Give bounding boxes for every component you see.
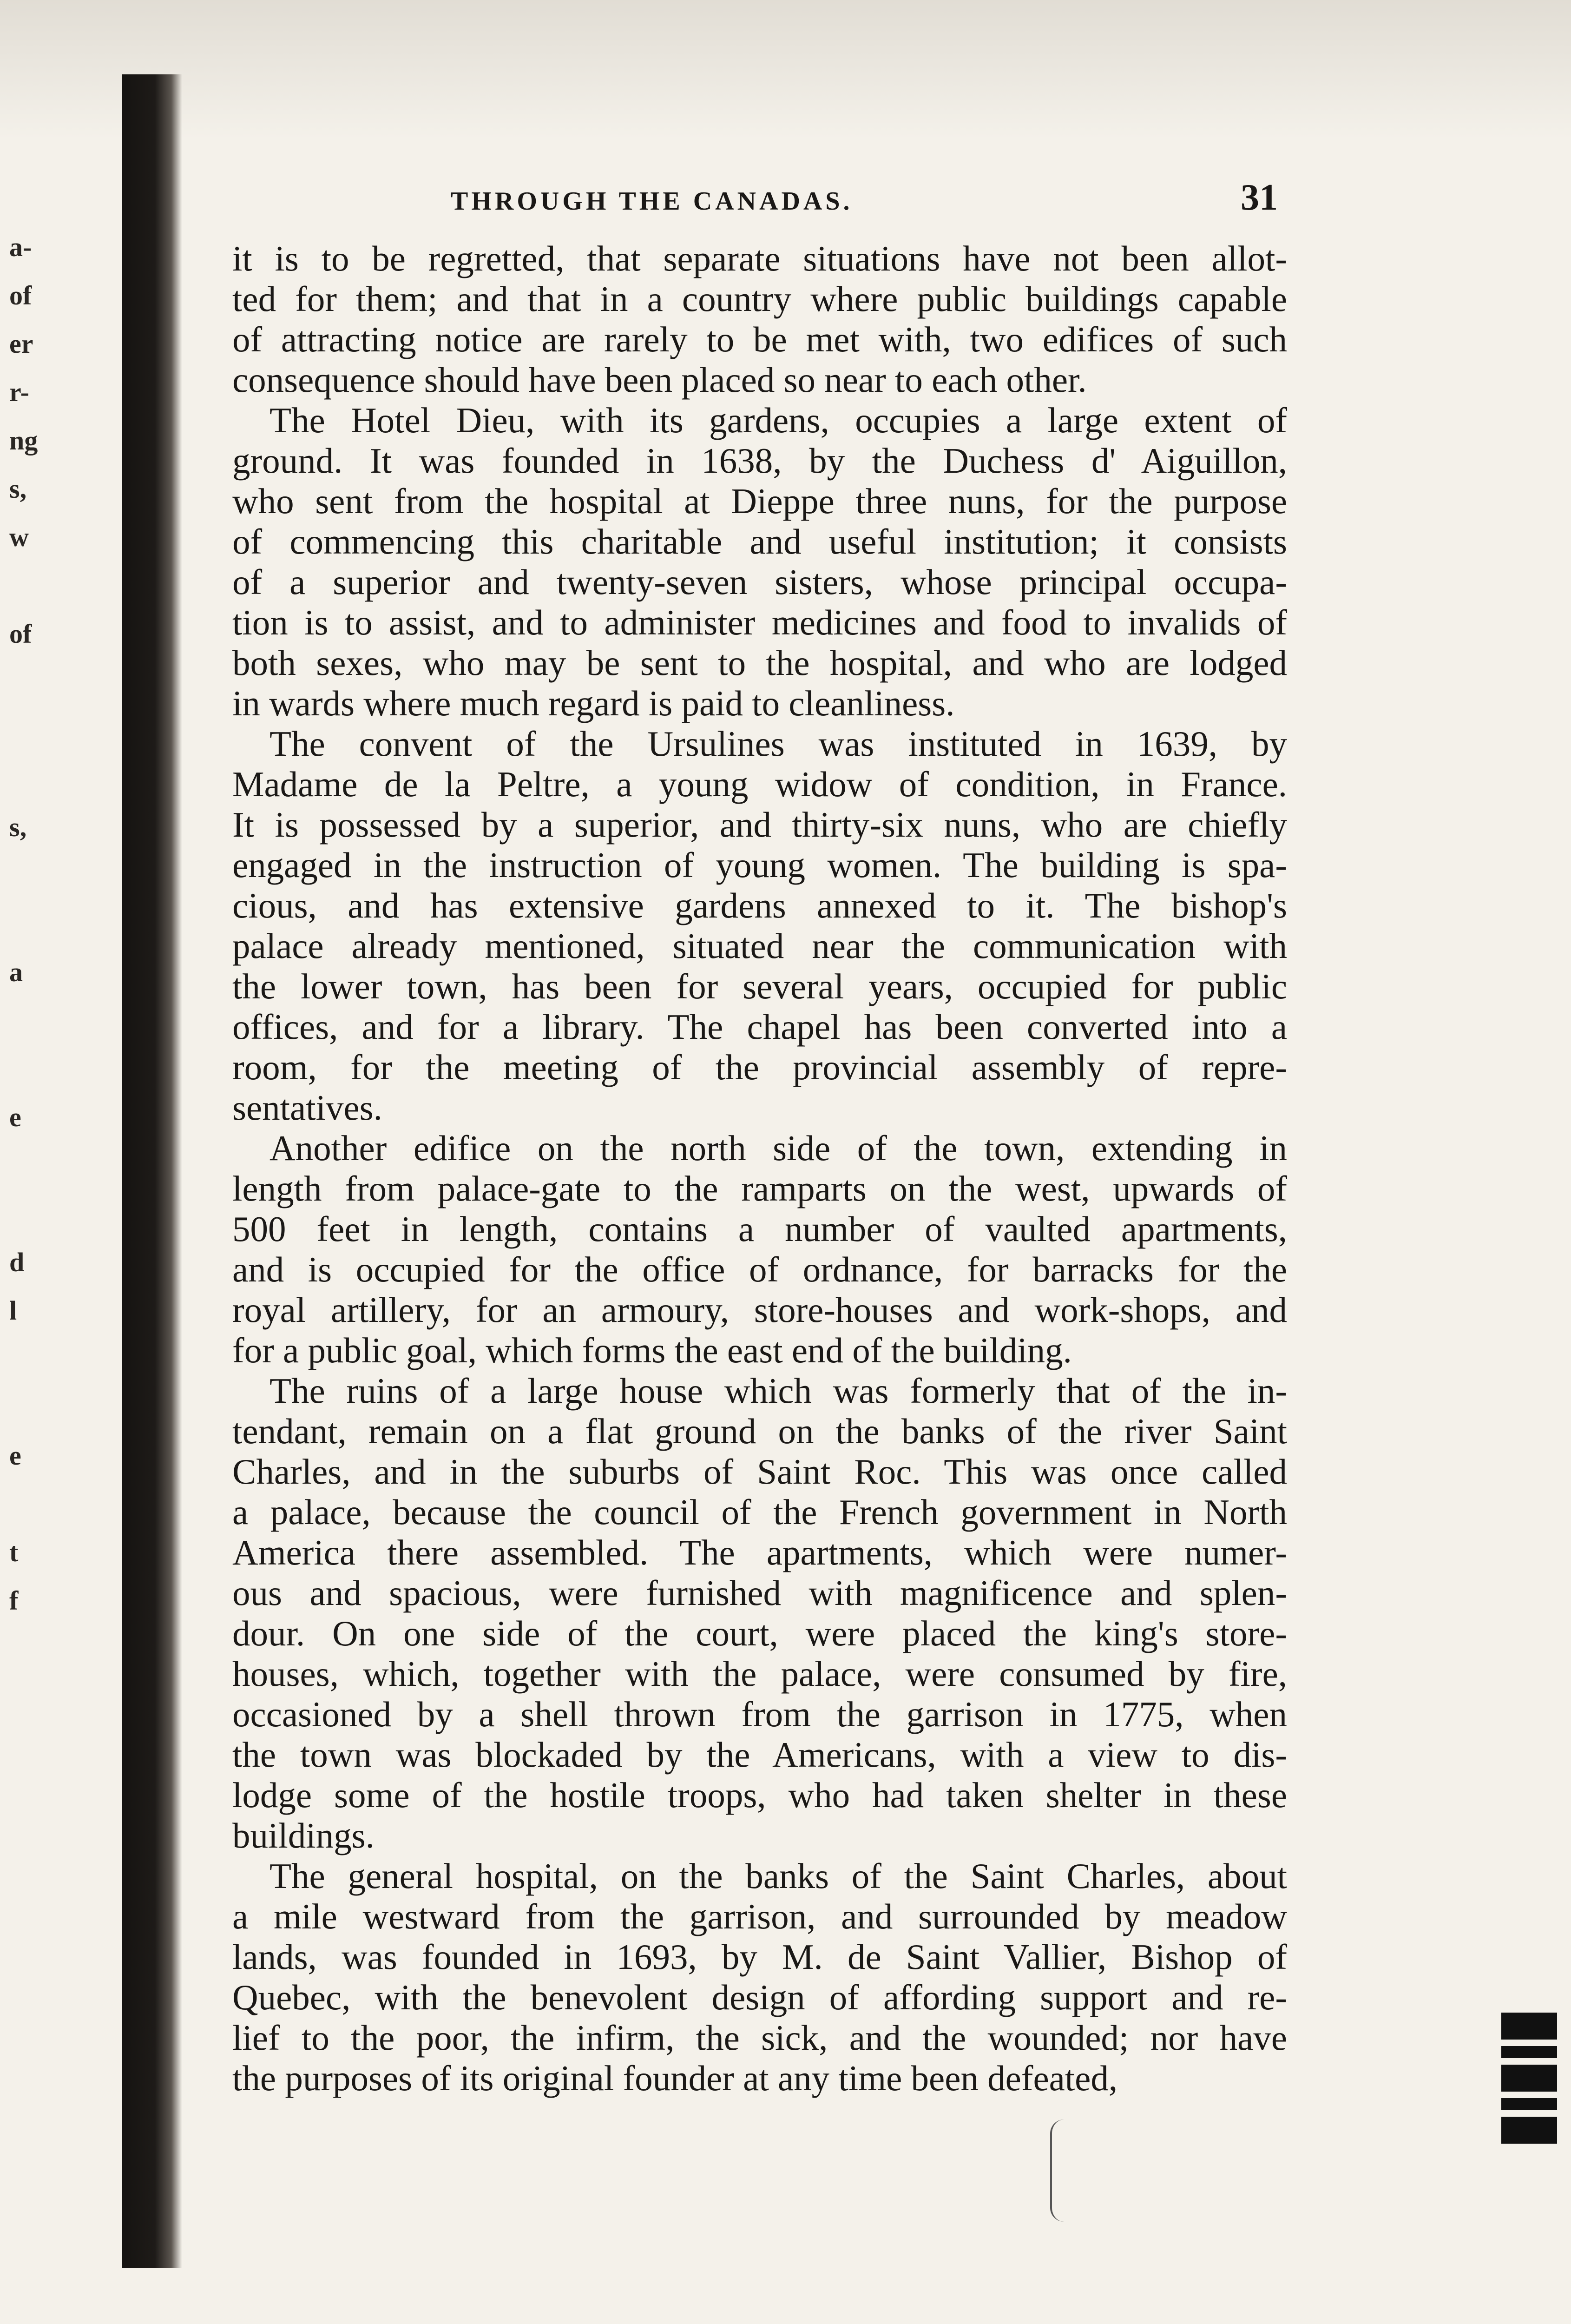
text-line: tendant, remain on a flat ground on the banks of the river Saint: [232, 1411, 1287, 1451]
text-line: buildings.: [232, 1816, 375, 1855]
text-line: lands, was founded in 1693, by M. de Saint Vallier, Bishop of: [232, 1937, 1287, 1977]
running-header: [232, 177, 1287, 219]
text-line: Quebec, with the benevolent design of affording support and re-: [232, 1977, 1287, 2017]
text-line: engaged in the instruction of young women. The building is spa-: [232, 845, 1287, 885]
text-line: for a public goal, which forms the east end of the building.: [232, 1330, 1072, 1370]
paragraph: [232, 400, 1287, 724]
text-line: royal artillery, for an armoury, store-houses and work-shops, and: [232, 1290, 1287, 1330]
text-line: sentatives.: [232, 1088, 382, 1128]
book-binding-shadow: [122, 74, 182, 2268]
text-line: the purposes of its original founder at any time been defeated,: [232, 2058, 1118, 2098]
text-line: who sent from the hospital at Dieppe three nuns, for the purpose: [232, 481, 1287, 521]
facing-page-fragment: [9, 997, 79, 1045]
facing-page-fragment: ng: [9, 425, 38, 456]
text-line: The general hospital, on the banks of the Saint Charles, about: [270, 1856, 1287, 1896]
text-line: occasioned by a shell thrown from the garrison in 1775, when: [232, 1694, 1287, 1734]
text-line: ground. It was founded in 1638, by the Duchess d' Aiguillon,: [232, 441, 1287, 481]
running-title: THROUGH THE CANADAS.: [451, 187, 853, 216]
facing-page-fragment: d: [9, 1247, 25, 1277]
text-line: palace already mentioned, situated near the communication with: [232, 926, 1287, 966]
text-line: ted for them; and that in a country where public buildings capable: [232, 279, 1287, 319]
facing-page-fragment: [9, 561, 79, 610]
facing-page-fragment: of: [9, 619, 32, 649]
page-number: 31: [1241, 177, 1278, 218]
text-line: both sexes, who may be sent to the hospital, and who are lodged: [232, 643, 1287, 683]
facing-page-fragment: [9, 1190, 79, 1238]
facing-page-fragment: a: [9, 957, 23, 987]
facing-page-fragment: e: [9, 1440, 21, 1471]
paragraph: [232, 1371, 1287, 1856]
text-line: room, for the meeting of the provincial assembly of repre-: [232, 1047, 1287, 1087]
text-line: a palace, because the council of the French government in North: [232, 1492, 1287, 1532]
facing-page-fragment: l: [9, 1295, 17, 1326]
paragraph: [232, 724, 1287, 1128]
facing-page-fragment: [9, 1142, 79, 1190]
facing-page-fragment: [9, 1480, 79, 1528]
text-line: tion is to assist, and to administer medicines and food to invalids of: [232, 602, 1287, 642]
text-line: The ruins of a large house which was formerly that of the in-: [270, 1371, 1287, 1411]
facing-page-fragment: f: [9, 1585, 19, 1616]
facing-page-fragment: [9, 1383, 79, 1432]
text-line: ous and spacious, were furnished with magnificence and splen-: [232, 1573, 1287, 1613]
text-line: houses, which, together with the palace, were consumed by fire,: [232, 1654, 1287, 1694]
text-line: cious, and has extensive gardens annexed to it. The bishop's: [232, 885, 1287, 925]
text-line: consequence should have been placed so near to each other.: [232, 360, 1087, 400]
text-line: Charles, and in the suburbs of Saint Roc. This was once called: [232, 1452, 1287, 1492]
text-line: offices, and for a library. The chapel has been converted into a: [232, 1007, 1287, 1047]
text-line: the town was blockaded by the Americans, with a view to dis-: [232, 1735, 1287, 1775]
text-line: 500 feet in length, contains a number of vaulted apartments,: [232, 1209, 1287, 1249]
facing-page-edge: [0, 223, 79, 1989]
paragraph: [232, 1856, 1287, 2099]
facing-page-fragment: w: [9, 522, 29, 552]
text-line: and is occupied for the office of ordnance, for barracks for the: [232, 1249, 1287, 1289]
facing-page-fragment: t: [9, 1537, 19, 1567]
facing-page-fragment: [9, 1335, 79, 1383]
paragraph: [232, 238, 1287, 400]
facing-page-fragment: [9, 658, 79, 706]
text-line: a mile westward from the garrison, and surrounded by meadow: [232, 1896, 1287, 1936]
facing-page-fragment: [9, 900, 79, 948]
facing-page-fragment: s,: [9, 474, 27, 504]
text-line: Another edifice on the north side of the town, extending in: [270, 1128, 1287, 1168]
facing-page-fragment: [9, 706, 79, 755]
text-line: Madame de la Peltre, a young widow of condition, in France.: [232, 764, 1287, 804]
text-line: the lower town, has been for several years, occupied for public: [232, 966, 1287, 1006]
facing-page-fragment: e: [9, 1102, 21, 1132]
facing-page-fragment: s,: [9, 812, 27, 842]
facing-page-fragment: r-: [9, 377, 29, 407]
paragraph: [232, 1128, 1287, 1371]
scanner-target-mark: [1501, 2013, 1557, 2166]
text-line: The convent of the Ursulines was instituted in 1639, by: [270, 724, 1287, 764]
text-line: it is to be regretted, that separate situations have not been allot-: [232, 238, 1287, 278]
text-line: length from palace-gate to the ramparts on the west, upwards of: [232, 1169, 1287, 1208]
facing-page-fragment: a-: [9, 232, 32, 262]
facing-page-fragment: [9, 1045, 79, 1093]
text-line: of a superior and twenty-seven sisters, whose principal occupa-: [232, 562, 1287, 602]
ink-stray-mark: [1050, 2119, 1080, 2222]
text-line: lief to the poor, the infirm, the sick, and the wounded; nor have: [232, 2018, 1287, 2058]
facing-page-fragment: er: [9, 329, 33, 359]
text-line: in wards where much regard is paid to cleanliness.: [232, 683, 955, 723]
text-line: America there assembled. The apartments, which were numer-: [232, 1532, 1287, 1572]
page-body: [232, 238, 1287, 2099]
text-line: lodge some of the hostile troops, who had taken shelter in these: [232, 1775, 1287, 1815]
facing-page-fragment: [9, 755, 79, 803]
text-line: It is possessed by a superior, and thirty-six nuns, who are chiefly: [232, 805, 1287, 845]
scan-top-shading: [0, 0, 1571, 139]
book-page: [232, 177, 1287, 2099]
facing-page-fragment: of: [9, 280, 32, 310]
text-line: of attracting notice are rarely to be met with, two edifices of such: [232, 319, 1287, 359]
text-line: The Hotel Dieu, with its gardens, occupies a large extent of: [270, 400, 1287, 440]
text-line: dour. On one side of the court, were placed the king's store-: [232, 1613, 1287, 1653]
facing-page-fragment: [9, 852, 79, 900]
text-line: of commencing this charitable and useful institution; it consists: [232, 522, 1287, 561]
